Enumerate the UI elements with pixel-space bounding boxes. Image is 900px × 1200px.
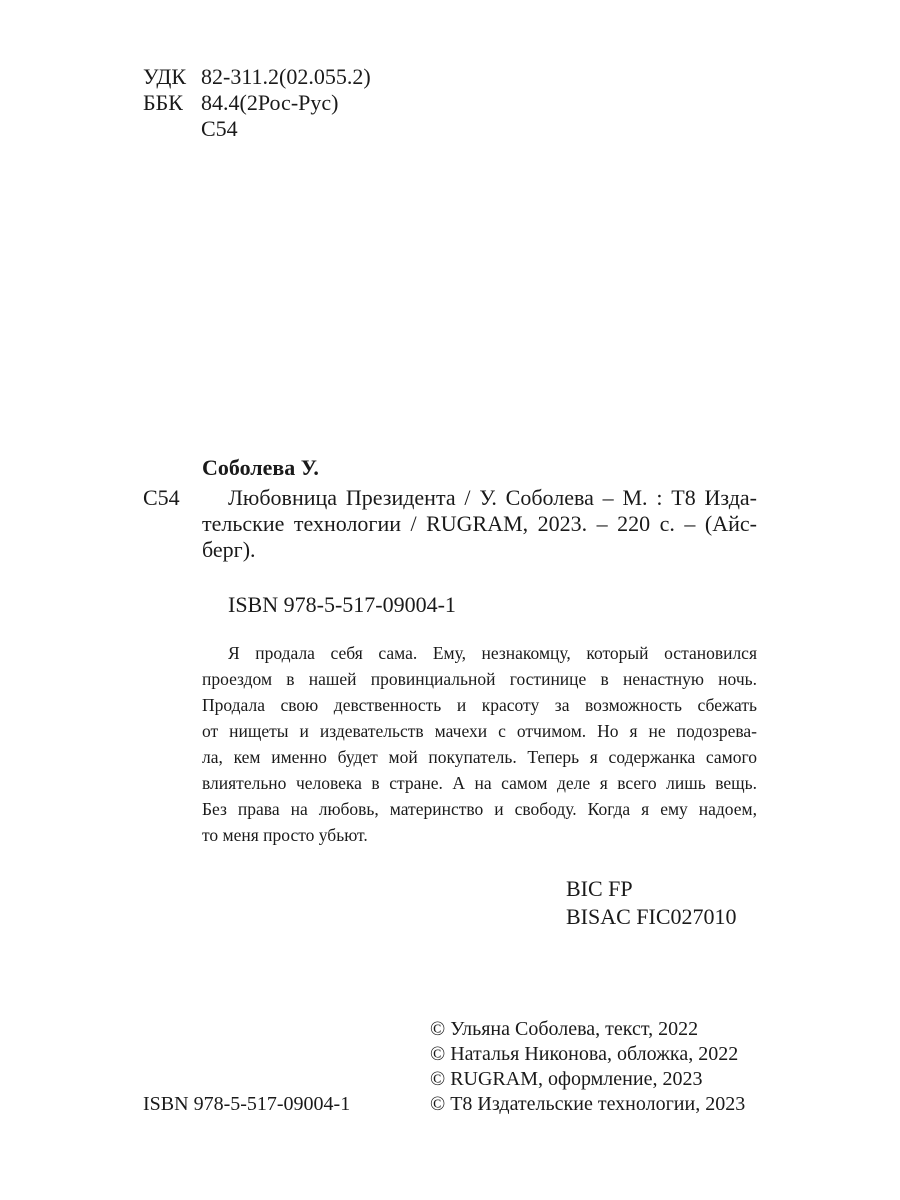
copyright-block	[430, 1017, 745, 1117]
annotation-line: Я продала себя сама. Ему, незнакомцу, который остановился	[228, 643, 757, 663]
description-line: Любовница Президента / У. Соболева – М. : Т8 Изда-	[228, 485, 757, 510]
description-line: тельские технологии / RUGRAM, 2023. – 220 с. – (Айс-	[202, 511, 757, 536]
udk-line	[143, 64, 371, 90]
copyright-line: © Ульяна Соболева, текст, 2022	[430, 1018, 699, 1040]
annotation-line: то меня просто убьют.	[202, 825, 368, 845]
record-author-mark: С54	[143, 485, 180, 510]
bbk-line	[143, 90, 371, 116]
bbk-label: ББК	[143, 90, 183, 115]
bic-code: BIC FP	[566, 876, 633, 901]
annotation-line: ла, кем именно будет мой покупатель. Теперь я содержанка самого	[202, 747, 757, 767]
classification-block	[143, 64, 371, 142]
annotation-line: влиятельно человека в стране. А на самом деле я всего лишь вещь.	[202, 773, 757, 793]
annotation-line: Без права на любовь, материнство и свободу. Когда я ему надоем,	[202, 799, 757, 819]
classification-author-mark: С54	[201, 116, 238, 141]
udk-label: УДК	[143, 64, 187, 89]
author-mark-line	[143, 116, 371, 142]
record-author: Соболева У.	[202, 455, 319, 480]
annotation-line: проездом в нашей провинциальной гостинице в ненастную ночь.	[202, 669, 757, 689]
footer-isbn: ISBN 978-5-517-09004-1	[143, 1093, 351, 1115]
record-isbn: ISBN 978-5-517-09004-1	[228, 592, 456, 617]
bbk-value: 84.4(2Рос-Рус)	[201, 90, 339, 115]
annotation-line: от нищеты и издевательств мачехи с отчимом. Но я не подозрева-	[202, 721, 757, 741]
copyright-line: © Наталья Никонова, обложка, 2022	[430, 1043, 739, 1065]
copyright-line: © Т8 Издательские технологии, 2023	[430, 1093, 746, 1115]
copyright-line: © RUGRAM, оформление, 2023	[430, 1068, 703, 1090]
annotation-line: Продала свою девственность и красоту за возможность сбежать	[202, 695, 757, 715]
udk-value: 82-311.2(02.055.2)	[201, 64, 371, 89]
record-description	[202, 485, 757, 563]
bisac-code: BISAC FIC027010	[566, 904, 737, 929]
description-line: берг).	[202, 537, 256, 562]
annotation	[202, 640, 757, 848]
subject-codes	[566, 876, 737, 930]
